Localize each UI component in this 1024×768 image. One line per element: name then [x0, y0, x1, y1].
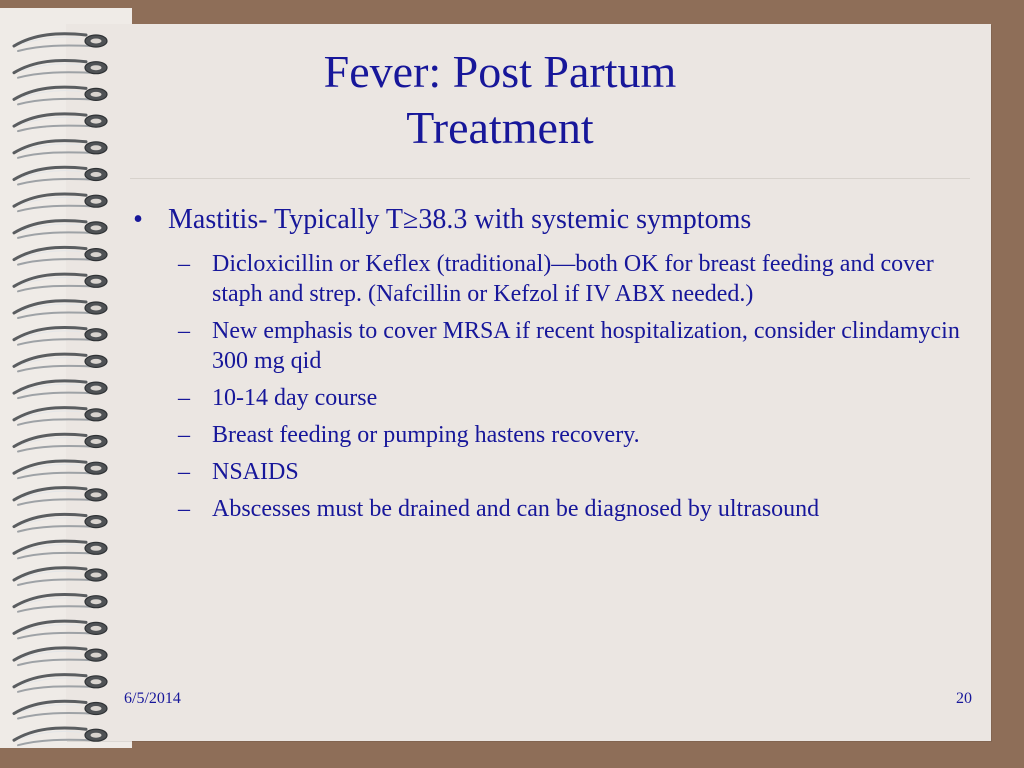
- spiral-ring: [14, 87, 107, 104]
- spiral-ring: [14, 34, 107, 51]
- subpoint-list: [126, 249, 966, 524]
- subpoint-item: [126, 457, 966, 487]
- spiral-ring: [14, 327, 107, 344]
- spiral-ring: [14, 675, 107, 692]
- spiral-ring: [14, 728, 107, 745]
- spiral-ring: [14, 434, 107, 451]
- dash-icon: –: [178, 318, 190, 344]
- spiral-binding-icon: [0, 0, 120, 768]
- slide-page-number: 20: [956, 690, 972, 707]
- dash-icon: –: [178, 459, 190, 485]
- subpoint-text: 10-14 day course: [212, 385, 378, 411]
- spiral-ring: [14, 461, 107, 478]
- dash-icon: –: [178, 496, 190, 522]
- title-line-2: Treatment: [406, 102, 594, 153]
- slide-date: 6/5/2014: [124, 690, 181, 707]
- spiral-ring: [14, 114, 107, 131]
- subpoint-item: [126, 383, 966, 413]
- spiral-ring: [14, 167, 107, 184]
- main-bullet-text: Mastitis- Typically T≥38.3 with systemic symptoms: [168, 204, 752, 235]
- spiral-ring: [14, 60, 107, 77]
- spiral-ring: [14, 141, 107, 158]
- spiral-ring: [14, 648, 107, 665]
- subpoint-text: Abscesses must be drained and can be diagnosed by ultrasound: [212, 496, 820, 522]
- spiral-ring: [14, 701, 107, 718]
- spiral-ring: [14, 488, 107, 505]
- title-divider: [130, 178, 970, 179]
- spiral-ring: [14, 568, 107, 585]
- subpoint-item: [126, 494, 966, 524]
- subpoint-text: New emphasis to cover MRSA if recent hospitalization, consider clindamycin 300 mg qid: [212, 318, 960, 374]
- spiral-ring: [14, 514, 107, 531]
- spiral-ring: [14, 621, 107, 638]
- subpoint-item: [126, 420, 966, 450]
- spiral-ring: [14, 541, 107, 558]
- subpoint-item: [126, 249, 966, 309]
- spiral-ring: [14, 381, 107, 398]
- subpoint-text: Dicloxicillin or Keflex (traditional)—both OK for breast feeding and cover staph and strep. (Nafcillin or Kefzol if IV ABX needed.): [212, 251, 934, 307]
- spiral-ring: [14, 301, 107, 318]
- title-line-1: Fever: Post Partum: [323, 46, 677, 97]
- slide-title: [130, 44, 870, 156]
- dash-icon: –: [178, 385, 190, 411]
- bullet-icon: •: [133, 204, 143, 235]
- subpoint-item: [126, 316, 966, 376]
- spiral-ring: [14, 274, 107, 291]
- spiral-ring: [14, 221, 107, 238]
- spiral-ring: [14, 194, 107, 211]
- spiral-ring: [14, 408, 107, 425]
- dash-icon: –: [178, 251, 190, 277]
- main-bullet: [126, 198, 966, 242]
- spiral-ring: [14, 354, 107, 371]
- subpoint-text: Breast feeding or pumping hastens recovery.: [212, 422, 640, 448]
- subpoint-text: NSAIDS: [212, 459, 299, 485]
- dash-icon: –: [178, 422, 190, 448]
- spiral-ring: [14, 594, 107, 611]
- slide-content: [126, 198, 966, 524]
- spiral-ring: [14, 247, 107, 264]
